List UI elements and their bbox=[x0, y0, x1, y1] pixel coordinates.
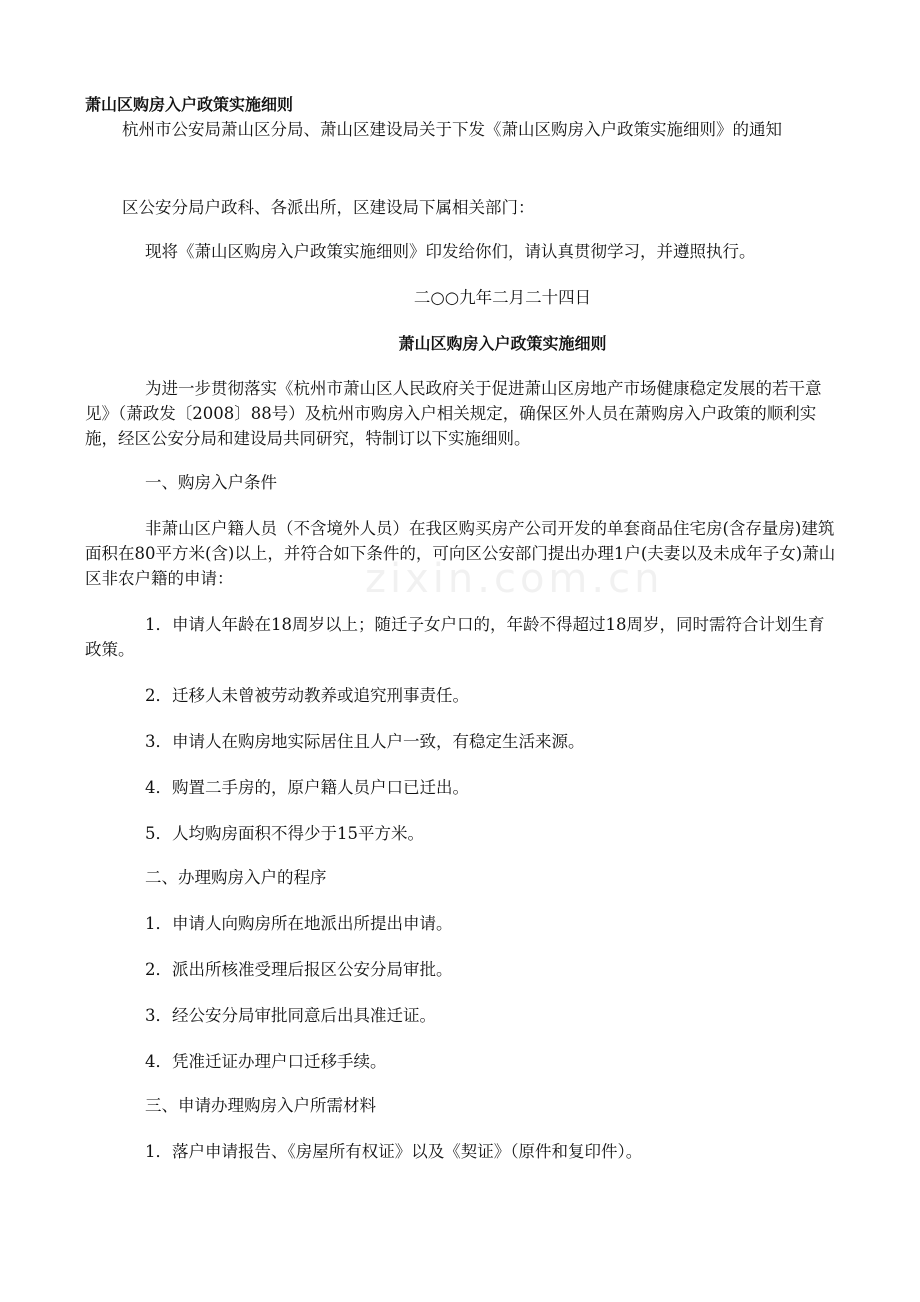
section2-item-4: 4．凭准迁证办理户口迁移手续。 bbox=[145, 1052, 387, 1071]
section-heading-3: 三、申请办理购房入户所需材料 bbox=[145, 1096, 376, 1115]
section1-item-4: 4．购置二手房的，原户籍人员户口已迁出。 bbox=[145, 778, 469, 797]
addressee-line: 区公安分局户政科、各派出所，区建设局下属相关部门： bbox=[122, 198, 535, 217]
section2-item-2: 2．派出所核准受理后报区公安分局审批。 bbox=[145, 960, 453, 979]
section-heading-1: 一、购房入户条件 bbox=[145, 473, 277, 492]
section-heading-2: 二、办理购房入户的程序 bbox=[145, 868, 327, 887]
notice-title: 杭州市公安局萧山区分局、萧山区建设局关于下发《萧山区购房入户政策实施细则》的通知 bbox=[122, 120, 782, 139]
section1-item-5: 5．人均购房面积不得少于15平方米。 bbox=[145, 824, 424, 843]
section2-item-3: 3．经公安分局审批同意后出具准迁证。 bbox=[145, 1006, 436, 1025]
watermark: zixin.com.cn bbox=[365, 556, 664, 602]
intro-paragraph: 为进一步贯彻落实《杭州市萧山区人民政府关于促进萧山区房地产市场健康稳定发展的若干意见》（萧政发〔2008〕88号）及杭州市购房入户相关规定，确保区外人员在萧购房入户政策的顺利实施，经区公安分局和建设局共同研究，特制订以下实施细则。 bbox=[85, 379, 822, 448]
issue-date: 二○○九年二月二十四日 bbox=[413, 288, 592, 307]
section1-lead-paragraph: 非萧山区户籍人员（不含境外人员）在我区购买房产公司开发的单套商品住宅房(含存量房)建筑面积在80平方米(含)以上，并符合如下条件的，可向区公安部门提出办理1户(夫妻以及未成年子女)萧山区非农户籍的申请： bbox=[85, 519, 836, 588]
section2-item-1: 1．申请人向购房所在地派出所提出申请。 bbox=[145, 914, 453, 933]
section1-item-3: 3．申请人在购房地实际居住且人户一致，有稳定生活来源。 bbox=[145, 732, 585, 751]
announce-paragraph: 现将《萧山区购房入户政策实施细则》印发给你们，请认真贯彻学习，并遵照执行。 bbox=[145, 242, 756, 261]
document-page bbox=[85, 92, 840, 1164]
section3-item-1: 1．落户申请报告、《房屋所有权证》以及《契证》（原件和复印件）。 bbox=[145, 1142, 643, 1161]
section1-item-1: 1．申请人年龄在18周岁以上；随迁子女户口的，年龄不得超过18周岁，同时需符合计划生育政策。 bbox=[85, 615, 825, 659]
document-top-title: 萧山区购房入户政策实施细则 bbox=[85, 95, 294, 114]
section1-item-2: 2．迁移人未曾被劳动教养或追究刑事责任。 bbox=[145, 686, 469, 705]
rules-title: 萧山区购房入户政策实施细则 bbox=[398, 334, 607, 353]
